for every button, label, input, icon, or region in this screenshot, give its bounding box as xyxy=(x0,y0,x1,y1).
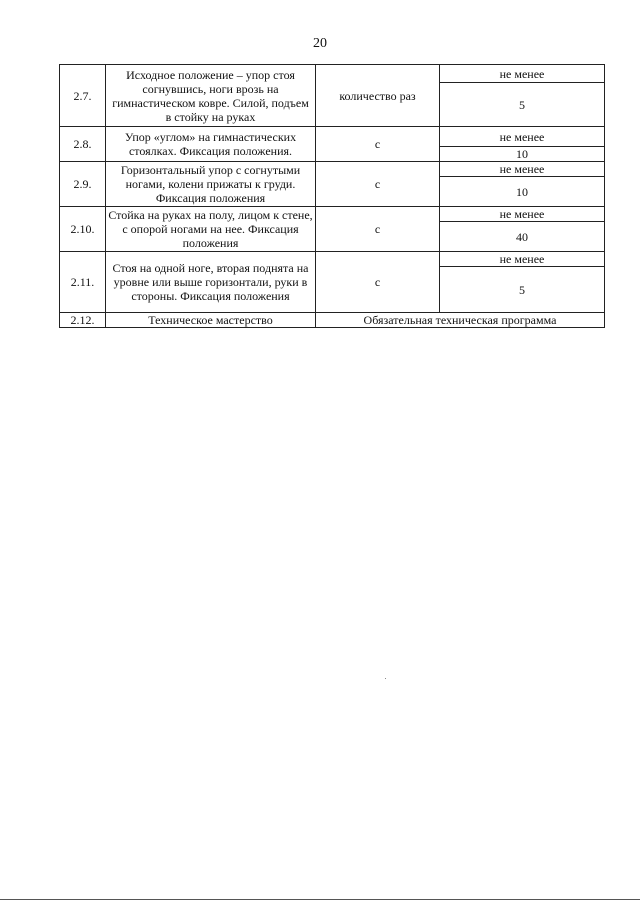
row-number: 2.10. xyxy=(60,207,106,252)
exercise-description: Стоя на одной ноге, вторая поднята на уровне или выше горизонтали, руки в стороны. Фиксация положения xyxy=(106,252,316,313)
value-cell: 10 xyxy=(440,177,605,207)
unit-cell: с xyxy=(316,127,440,162)
table-row xyxy=(60,65,605,83)
scan-speck xyxy=(385,678,386,679)
value-cell: 40 xyxy=(440,222,605,252)
row-number: 2.8. xyxy=(60,127,106,162)
qualifier-cell: не менее xyxy=(440,65,605,83)
table-row xyxy=(60,162,605,177)
scan-bottom-edge xyxy=(0,899,640,900)
exercise-description: Стойка на руках на полу, лицом к стене, с опорой ногами на нее. Фиксация положения xyxy=(106,207,316,252)
value-cell: 5 xyxy=(440,83,605,127)
table-row xyxy=(60,252,605,267)
unit-cell: с xyxy=(316,252,440,313)
qualifier-cell: не менее xyxy=(440,207,605,222)
exercise-description: Упор «углом» на гимнастических стоялках. Фиксация положения. xyxy=(106,127,316,162)
unit-cell: количество раз xyxy=(316,65,440,127)
row-number: 2.7. xyxy=(60,65,106,127)
table-row xyxy=(60,127,605,147)
exercise-description: Техническое мастерство xyxy=(106,313,316,328)
value-cell: 5 xyxy=(440,267,605,313)
exercise-description: Горизонтальный упор с согнутыми ногами, колени прижаты к груди. Фиксация положения xyxy=(106,162,316,207)
program-cell: Обязательная техническая программа xyxy=(316,313,605,328)
exercise-description: Исходное положение – упор стоя согнувшись, ноги врозь на гимнастическом ковре. Силой, подъем в стойку на руках xyxy=(106,65,316,127)
unit-cell: с xyxy=(316,207,440,252)
table-row xyxy=(60,313,605,328)
row-number: 2.12. xyxy=(60,313,106,328)
value-cell: 10 xyxy=(440,147,605,162)
qualifier-cell: не менее xyxy=(440,127,605,147)
unit-cell: с xyxy=(316,162,440,207)
qualifier-cell: не менее xyxy=(440,252,605,267)
qualifier-cell: не менее xyxy=(440,162,605,177)
norms-table xyxy=(59,64,605,328)
page-number: 20 xyxy=(313,36,327,51)
table-row xyxy=(60,207,605,222)
row-number: 2.11. xyxy=(60,252,106,313)
row-number: 2.9. xyxy=(60,162,106,207)
